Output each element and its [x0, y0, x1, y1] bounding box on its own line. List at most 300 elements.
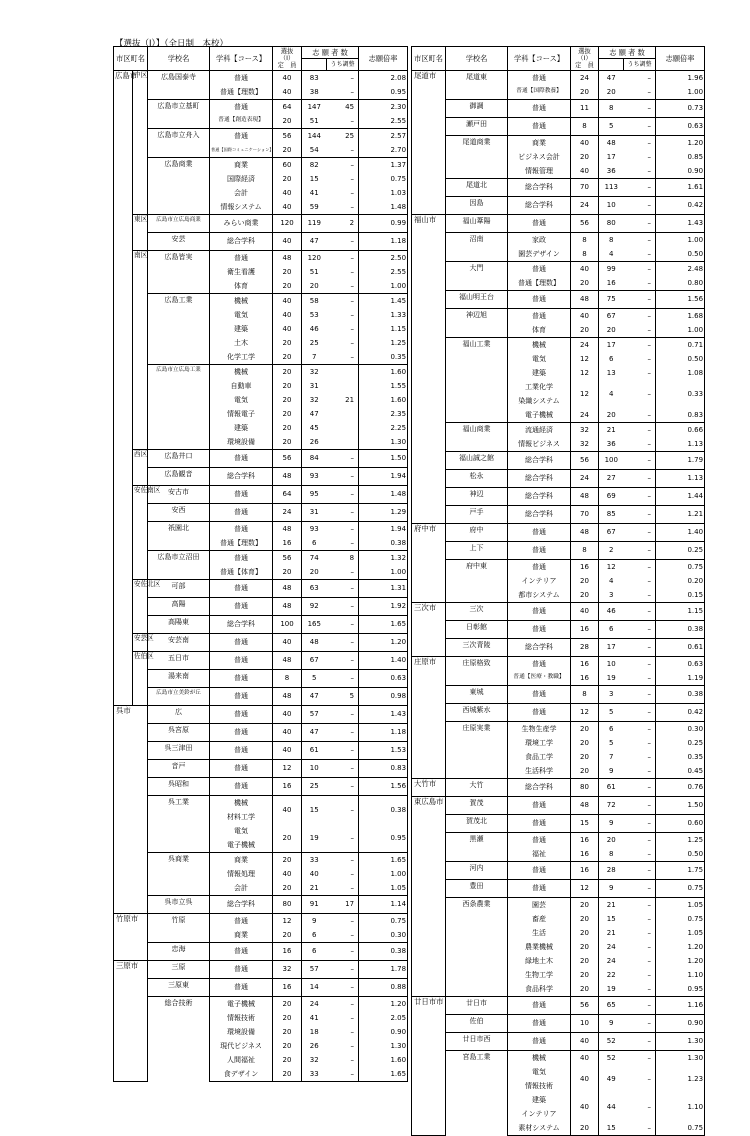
table-row	[412, 179, 705, 197]
applicants-cell: 67	[599, 309, 624, 324]
adjust-cell: –	[624, 338, 656, 353]
table-row	[412, 309, 705, 324]
school-name-cell: 尾道北	[446, 179, 508, 197]
ratio-cell: 1.00	[656, 233, 705, 248]
capacity-cell: 16	[273, 979, 302, 997]
capacity-cell: 20	[571, 150, 599, 164]
table-row	[114, 100, 408, 115]
ratio-cell: 2.48	[656, 262, 705, 277]
applicants-cell: 74	[302, 551, 327, 566]
area-cell: 広島市	[114, 71, 133, 706]
capacity-cell: 12	[571, 380, 599, 408]
capacity-cell: 20	[571, 750, 599, 764]
course-cell: 情報ビジネス	[508, 437, 571, 452]
course-cell: 普通	[508, 560, 571, 575]
table-row	[114, 522, 408, 537]
school-name-cell: 福山誠之館	[446, 452, 508, 470]
capacity-cell: 32	[571, 423, 599, 438]
school-name-cell: 呉工業	[148, 796, 210, 853]
ratio-cell: 0.95	[359, 85, 408, 100]
adjust-header: うち調整	[327, 59, 359, 71]
school-name-cell: 因島	[446, 197, 508, 215]
adjust-cell: –	[624, 71, 656, 86]
adjust-cell: –	[327, 200, 359, 215]
applicants-cell: 44	[606, 1102, 616, 1111]
applicants-cell: 8	[599, 233, 624, 248]
applicants-cell: 25	[302, 778, 327, 796]
ratio-cell: 0.75	[359, 172, 408, 186]
table-row	[114, 365, 408, 380]
table-row	[114, 724, 408, 742]
course-cell: 電気	[210, 824, 273, 838]
course-cell: 流通経済	[508, 423, 571, 438]
table-row	[412, 704, 705, 722]
applicants-cell: 5	[599, 704, 624, 722]
applicants-cell: 85	[599, 506, 624, 524]
course-cell: 食品工学	[508, 750, 571, 764]
applicants-cell: 3	[609, 590, 614, 599]
adjust-cell	[327, 407, 359, 421]
school-name-cell: 安芸南	[148, 634, 210, 652]
capacity-cell: 48	[273, 688, 302, 706]
adjust-cell: –	[327, 598, 359, 616]
course-cell: 普通	[210, 760, 273, 778]
adjust-cell: –	[327, 265, 359, 279]
table-row	[114, 616, 408, 634]
adjust-cell: –	[624, 926, 656, 940]
ratio-cell: 1.60	[359, 365, 408, 380]
applicants-cell: 7	[609, 752, 614, 761]
table-row	[412, 797, 705, 815]
school-name-cell: 三原	[148, 961, 210, 979]
applicants-cell: 54	[309, 145, 319, 154]
capacity-cell: 20	[571, 588, 599, 603]
table-row	[114, 251, 408, 266]
capacity-cell: 20	[571, 85, 599, 100]
applicants-cell: 63	[302, 580, 327, 598]
applicants-cell: 4	[609, 249, 614, 258]
course-cell: 普通	[508, 603, 571, 621]
school-name-cell: 佐伯	[446, 1015, 508, 1033]
course-cell: 普通	[210, 598, 273, 616]
ratio-cell: 1.56	[656, 291, 705, 309]
adjust-cell: –	[327, 158, 359, 173]
adjust-cell: –	[624, 671, 656, 686]
ratio-cell: 1.25	[656, 833, 705, 848]
ratio-cell: 1.08	[656, 366, 705, 380]
applicants-cell: 165	[302, 616, 327, 634]
capacity-cell: 12	[571, 366, 599, 380]
capacity-cell: 56	[571, 997, 599, 1015]
table-row	[114, 778, 408, 796]
adjust-cell: –	[327, 724, 359, 742]
adjust-cell: –	[327, 294, 359, 309]
course-cell: 情報システム	[210, 200, 273, 215]
adjust-cell: –	[624, 136, 656, 151]
ratio-header: 志願倍率	[359, 47, 408, 71]
capacity-cell: 20	[273, 881, 302, 896]
capacity-cell: 48	[273, 468, 302, 486]
course-cell: 普通	[210, 724, 273, 742]
course-cell: 総合学科	[210, 896, 273, 914]
capacity-cell: 48	[571, 488, 599, 506]
adjust-cell: –	[327, 778, 359, 796]
adjust-cell: –	[624, 437, 656, 452]
course-cell: 自動車	[210, 379, 273, 393]
course-cell: 普通	[210, 688, 273, 706]
course-cell: 染織システム	[508, 394, 571, 408]
table-row	[114, 580, 408, 598]
applicants-cell: 10	[302, 760, 327, 778]
ratio-cell: 1.05	[656, 926, 705, 940]
school-name-cell: 宮島工業	[446, 1051, 508, 1136]
course-cell: 普通	[210, 706, 273, 724]
applicants-cell: 51	[309, 116, 319, 125]
ratio-cell: 0.90	[656, 1015, 705, 1033]
ratio-cell: 1.00	[656, 85, 705, 100]
school-name-cell: 河内	[446, 862, 508, 880]
capacity-cell: 80	[571, 779, 599, 797]
adjust-cell: –	[327, 71, 359, 86]
capacity-cell: 20	[273, 435, 302, 450]
sub-area-cell: 佐伯区	[133, 652, 148, 706]
table-row	[412, 621, 705, 639]
ratio-cell: 0.71	[656, 338, 705, 353]
ratio-cell: 0.66	[656, 423, 705, 438]
table-row	[114, 896, 408, 914]
applicants-cell: 6	[599, 722, 624, 737]
adjust-cell: –	[327, 943, 359, 961]
capacity-cell: 56	[571, 215, 599, 233]
course-cell: 普通【体育】	[210, 565, 273, 580]
ratio-cell: 1.30	[656, 1033, 705, 1051]
course-cell: 機械	[210, 796, 273, 811]
applicants-cell: 25	[309, 338, 319, 347]
course-cell: 普通	[210, 742, 273, 760]
applicants-cell: 15	[302, 796, 327, 825]
school-name-cell: 西条農業	[446, 898, 508, 997]
table-row	[412, 603, 705, 621]
capacity-cell: 48	[571, 797, 599, 815]
right-table	[411, 46, 705, 1136]
adjust-cell: –	[327, 670, 359, 688]
table-row	[114, 670, 408, 688]
table-row	[412, 71, 705, 86]
course-cell: 畜産	[508, 912, 571, 926]
adjust-cell: –	[624, 1033, 656, 1051]
applicants-cell: 6	[312, 930, 317, 939]
course-cell: 情報管理	[508, 164, 571, 179]
applicants-cell: 19	[606, 673, 616, 682]
table-row	[114, 215, 408, 233]
area-cell: 三原市	[114, 961, 148, 1082]
capacity-cell: 48	[273, 598, 302, 616]
capacity-cell: 70	[571, 506, 599, 524]
course-cell: 衛生看護	[210, 265, 273, 279]
applicants-cell: 95	[302, 486, 327, 504]
capacity-cell: 16	[273, 943, 302, 961]
capacity-cell: 16	[571, 833, 599, 848]
adjust-cell: 8	[327, 551, 359, 566]
adjust-cell: –	[624, 1015, 656, 1033]
course-cell: 普通	[508, 215, 571, 233]
school-name-cell: 安古市	[148, 486, 210, 504]
adjust-cell: –	[327, 1025, 359, 1039]
capacity-cell: 40	[273, 233, 302, 251]
applicants-cell: 47	[302, 233, 327, 251]
table-row	[412, 233, 705, 248]
course-cell: 建築	[508, 1093, 571, 1107]
adjust-cell: –	[327, 522, 359, 537]
school-name-cell: 広島皆実	[148, 251, 210, 294]
ratio-cell: 1.14	[359, 896, 408, 914]
table-row	[114, 233, 408, 251]
applicants-cell: 36	[606, 166, 616, 175]
applicants-cell: 38	[309, 87, 319, 96]
capacity-cell: 40	[273, 186, 302, 200]
capacity-cell: 32	[571, 437, 599, 452]
applicants-cell: 119	[302, 215, 327, 233]
capacity-cell: 8	[571, 686, 599, 704]
course-cell: 人間福祉	[210, 1053, 273, 1067]
school-name-cell: 府中東	[446, 560, 508, 603]
course-cell: 商業	[210, 928, 273, 943]
adjust-cell: –	[624, 488, 656, 506]
course-cell: 園芸	[508, 898, 571, 913]
ratio-cell: 1.65	[359, 853, 408, 868]
school-name-cell: 湯来南	[148, 670, 210, 688]
capacity-cell: 24	[571, 71, 599, 86]
applicants-cell: 93	[302, 468, 327, 486]
adjust-cell: –	[624, 880, 656, 898]
course-cell: 普通	[210, 778, 273, 796]
adjust-cell: –	[327, 742, 359, 760]
applicants-cell: 4	[609, 389, 614, 398]
adjust-cell: –	[624, 1065, 656, 1093]
school-name-cell: 広島市立美鈴が丘	[148, 688, 210, 706]
ratio-cell: 0.38	[359, 536, 408, 551]
course-cell: みらい商業	[210, 215, 273, 233]
capacity-cell: 20	[571, 954, 599, 968]
school-name-cell: 廿日市西	[446, 1033, 508, 1051]
adjust-cell: –	[327, 565, 359, 580]
ratio-cell: 1.00	[359, 279, 408, 294]
ratio-cell: 0.63	[656, 118, 705, 136]
school-name-cell: 三原東	[148, 979, 210, 997]
table-row	[114, 652, 408, 670]
adjust-cell: –	[327, 881, 359, 896]
capacity-cell: 12	[273, 760, 302, 778]
capacity-cell: 40	[273, 294, 302, 309]
ratio-cell: 0.50	[656, 352, 705, 366]
adjust-cell: –	[624, 506, 656, 524]
capacity-cell: 20	[571, 940, 599, 954]
ratio-cell: 0.35	[359, 350, 408, 365]
school-name-cell: 福山商業	[446, 423, 508, 452]
ratio-cell: 1.78	[359, 961, 408, 979]
applicants-cell: 120	[302, 251, 327, 266]
course-cell: 情報技術	[508, 1079, 571, 1093]
capacity-cell: 16	[571, 621, 599, 639]
ratio-cell: 1.20	[359, 634, 408, 652]
school-name-cell: 音戸	[148, 760, 210, 778]
school-name-cell: 西城紫水	[446, 704, 508, 722]
ratio-cell: 1.50	[656, 797, 705, 815]
adjust-cell: –	[327, 1039, 359, 1053]
adjust-cell: –	[624, 968, 656, 982]
capacity-cell: 56	[571, 452, 599, 470]
adjust-cell: –	[327, 350, 359, 365]
table-row	[114, 997, 408, 1012]
adjust-cell: –	[327, 251, 359, 266]
course-cell: 普通	[508, 704, 571, 722]
capacity-cell: 20	[273, 393, 302, 407]
adjust-cell: –	[624, 85, 656, 100]
applicants-cell: 49	[606, 1074, 616, 1083]
ratio-cell: 0.63	[656, 657, 705, 672]
adjust-cell: –	[624, 100, 656, 118]
course-cell: ビジネス会計	[508, 150, 571, 164]
table-row	[114, 914, 408, 929]
capacity-cell: 20	[571, 574, 599, 588]
adjust-cell: –	[327, 853, 359, 868]
ratio-cell: 1.56	[359, 778, 408, 796]
capacity-cell: 20	[273, 997, 302, 1012]
capacity-cell: 20	[571, 276, 599, 291]
ratio-header: 志願倍率	[656, 47, 705, 71]
adjust-cell: –	[624, 380, 656, 408]
capacity-cell: 48	[571, 291, 599, 309]
applicants-cell: 113	[599, 179, 624, 197]
school-name-cell: 松永	[446, 470, 508, 488]
course-cell: 普通	[508, 880, 571, 898]
capacity-cell: 20	[273, 824, 302, 853]
table-row	[412, 657, 705, 672]
ratio-cell: 2.35	[359, 407, 408, 421]
course-cell: 普通	[508, 71, 571, 86]
ratio-cell: 1.05	[656, 898, 705, 913]
school-name-cell: 五日市	[148, 652, 210, 670]
applicants-cell: 93	[302, 522, 327, 537]
course-cell: 普通	[210, 450, 273, 468]
ratio-cell: 1.43	[359, 706, 408, 724]
ratio-cell: 1.16	[656, 997, 705, 1015]
course-cell: 普通	[508, 100, 571, 118]
school-name-cell: 安西	[148, 504, 210, 522]
ratio-cell: 0.35	[656, 750, 705, 764]
applicants-cell: 9	[599, 880, 624, 898]
adjust-cell: –	[624, 524, 656, 542]
adjust-cell: –	[624, 797, 656, 815]
course-cell: 普通	[508, 833, 571, 848]
applicants-cell: 26	[309, 437, 319, 446]
applicants-cell: 21	[599, 423, 624, 438]
applicants-cell: 100	[599, 452, 624, 470]
adjust-cell: –	[624, 352, 656, 366]
school-name-cell: 高陽東	[148, 616, 210, 634]
table-row	[412, 470, 705, 488]
adjust-cell: –	[624, 704, 656, 722]
course-cell: 商業	[508, 136, 571, 151]
school-name-cell: 黒瀬	[446, 833, 508, 862]
ratio-cell: 1.29	[359, 504, 408, 522]
course-cell: 普通	[210, 961, 273, 979]
applicants-cell: 47	[302, 724, 327, 742]
ratio-cell: 1.45	[359, 294, 408, 309]
adjust-cell: –	[624, 179, 656, 197]
applicants-cell: 75	[599, 291, 624, 309]
school-name-cell: 呉市立呉	[148, 896, 210, 914]
school-name-cell: 広	[148, 706, 210, 724]
adjust-cell: –	[327, 279, 359, 294]
applicants-cell: 46	[309, 324, 319, 333]
capacity-cell: 48	[273, 522, 302, 537]
ratio-cell: 1.13	[656, 437, 705, 452]
capacity-cell: 56	[273, 450, 302, 468]
ratio-cell: 1.00	[359, 867, 408, 881]
table-row	[412, 452, 705, 470]
applicants-cell: 22	[606, 970, 616, 979]
capacity-cell: 120	[273, 215, 302, 233]
capacity-cell: 20	[273, 1039, 302, 1053]
area-cell: 庄原市	[412, 657, 446, 779]
table-row	[412, 542, 705, 560]
capacity-cell: 70	[571, 179, 599, 197]
school-name-cell: 尾道商業	[446, 136, 508, 179]
applicants-cell: 61	[599, 779, 624, 797]
school-name-cell: 祇園北	[148, 522, 210, 551]
course-cell: 普通【国際コミュニケーション】	[210, 143, 273, 158]
course-cell: 食デザイン	[210, 1067, 273, 1082]
ratio-cell: 1.20	[656, 940, 705, 954]
applicants-cell: 82	[302, 158, 327, 173]
applicants-cell: 36	[606, 439, 616, 448]
applicants-cell: 91	[302, 896, 327, 914]
school-name-cell: 竹原	[148, 914, 210, 943]
school-name-cell: 日彰館	[446, 621, 508, 639]
area-header: 市区町名	[114, 47, 148, 71]
applicants-cell: 52	[599, 1033, 624, 1051]
adjust-cell: –	[624, 118, 656, 136]
capacity-cell: 40	[571, 262, 599, 277]
capacity-cell: 8	[571, 118, 599, 136]
capacity-cell: 16	[571, 862, 599, 880]
adjust-cell: 5	[327, 688, 359, 706]
table-row	[114, 943, 408, 961]
capacity-cell: 40	[571, 603, 599, 621]
capacity-cell: 8	[571, 247, 599, 262]
table-row	[114, 979, 408, 997]
applicants-cell: 5	[599, 118, 624, 136]
capacity-cell: 16	[273, 778, 302, 796]
course-cell: 普通	[210, 652, 273, 670]
adjust-cell: –	[624, 997, 656, 1015]
course-cell: 素材システム	[508, 1121, 571, 1136]
adjust-cell: –	[624, 954, 656, 968]
table-row	[412, 488, 705, 506]
applicants-cell: 5	[302, 670, 327, 688]
course-cell: 体育	[508, 323, 571, 338]
adjust-cell: –	[327, 867, 359, 881]
sub-area-cell: 南区	[133, 251, 148, 450]
applicants-cell: 16	[606, 278, 616, 287]
capacity-cell: 56	[273, 129, 302, 144]
applicants-cell: 20	[606, 410, 616, 419]
ratio-cell: 1.65	[359, 1067, 408, 1082]
adjust-cell: –	[624, 639, 656, 657]
table-row	[412, 722, 705, 737]
capacity-cell: 12	[273, 914, 302, 929]
